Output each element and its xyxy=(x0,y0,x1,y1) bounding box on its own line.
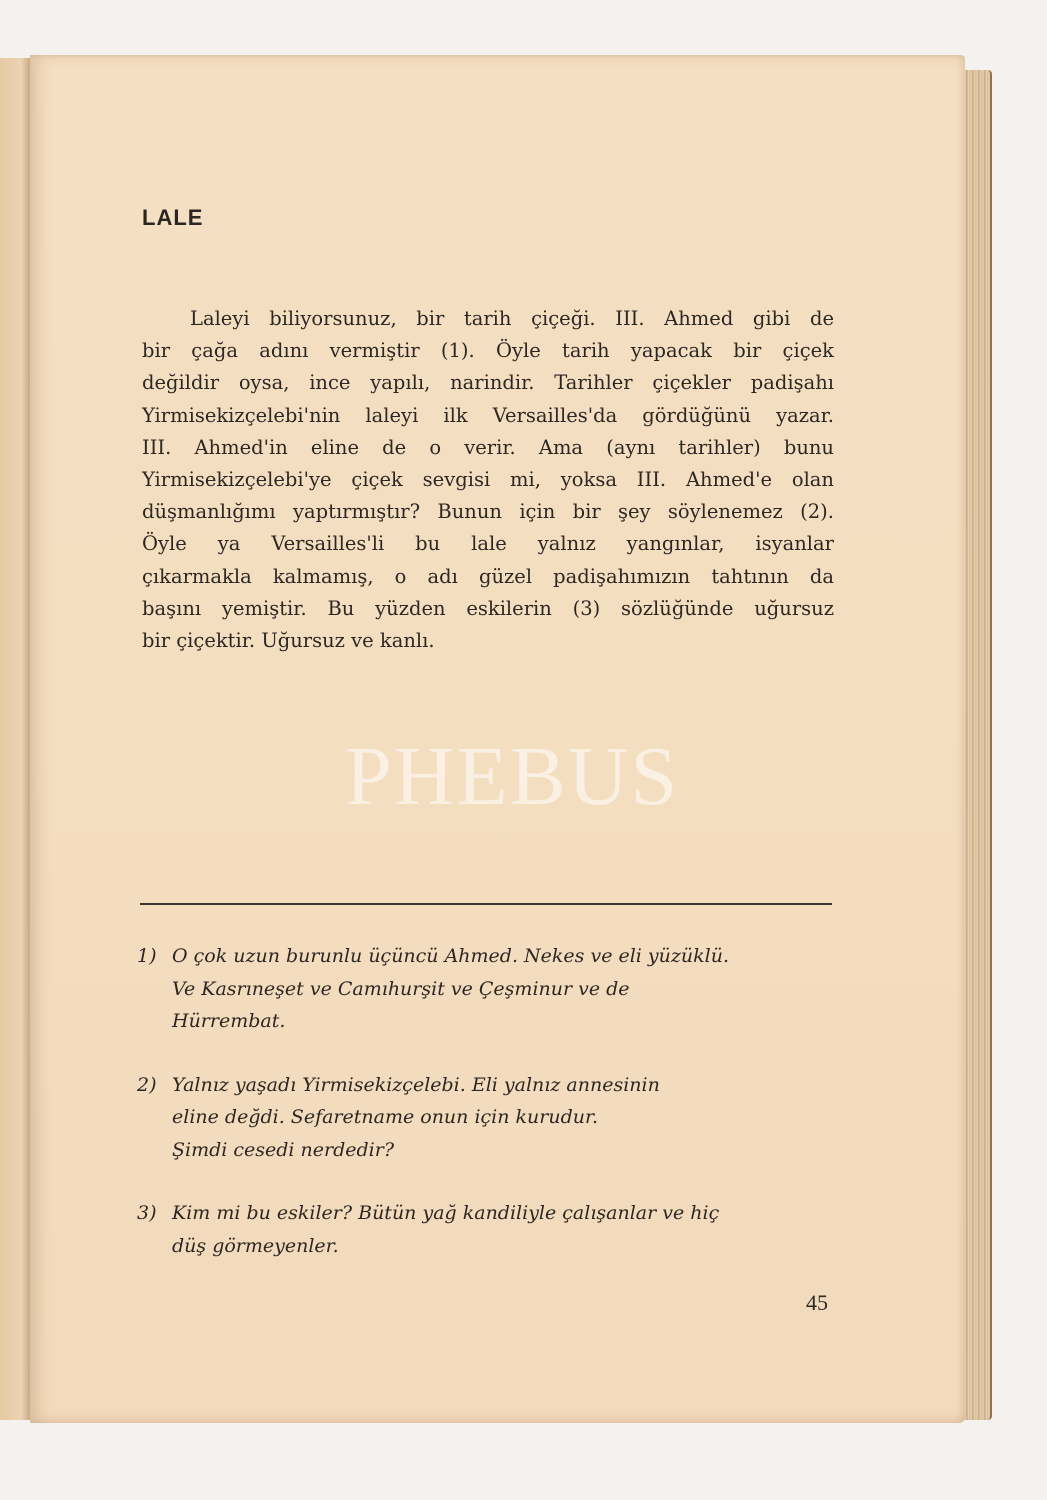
footnotes xyxy=(135,940,835,1293)
footnote-1 xyxy=(135,940,835,1038)
footnote-number: 1) xyxy=(137,945,157,967)
body-line: Yirmisekizçelebi'nin laleyi ilk Versailles'da gördüğünü yazar. xyxy=(142,403,834,427)
footnote-line: Hürrembat. xyxy=(172,1010,286,1032)
footnote-line: O çok uzun burunlu üçüncü Ahmed. Nekes ve eli yüzüklü. xyxy=(172,945,730,967)
footnote-2 xyxy=(135,1069,835,1167)
footnote-number: 2) xyxy=(137,1073,157,1096)
body-line: başını yemiştir. Bu yüzden eskilerin (3) sözlüğünde uğursuz xyxy=(142,596,834,620)
body-line: çıkarmakla kalmamış, o adı güzel padişahımızın tahtının da xyxy=(142,564,834,588)
body-text xyxy=(142,303,834,657)
body-line: Öyle ya Versailles'li bu lale yalnız yangınlar, isyanlar xyxy=(142,532,834,556)
page-title: LALE xyxy=(142,205,204,230)
footnote-line: Ve Kasrıneşet ve Camıhurşit ve Çeşminur ve de xyxy=(172,977,630,1000)
footnote-number: 3) xyxy=(137,1202,157,1224)
body-line: düşmanlığımı yaptırmıştır? Bunun için bir şey söylenemez (2). xyxy=(142,500,834,524)
footnote-line: Kim mi bu eskiler? Bütün yağ kandiliyle çalışanlar ve hiç xyxy=(172,1202,720,1224)
body-line: bir çiçektir. Uğursuz ve kanlı. xyxy=(142,629,435,653)
body-line: değildir oysa, ince yapılı, narindir. Tarihler çiçekler padişahı xyxy=(142,371,834,395)
body-line: Yirmisekizçelebi'ye çiçek sevgisi mi, yoksa III. Ahmed'e olan xyxy=(142,468,834,492)
left-page-edge xyxy=(0,58,32,1420)
watermark: PHEBUS xyxy=(345,730,680,823)
page-number: 45 xyxy=(806,1290,828,1315)
footnote-line: Yalnız yaşadı Yirmisekizçelebi. Eli yalnız annesinin xyxy=(172,1073,660,1096)
body-line: III. Ahmed'in eline de o verir. Ama (aynı tarihler) bunu xyxy=(142,435,834,459)
body-line: bir çağa adını vermiştir (1). Öyle tarih yapacak bir çiçek xyxy=(142,339,834,363)
footnote-line: eline değdi. Sefaretname onun için kurudur. xyxy=(172,1106,599,1128)
footnote-divider xyxy=(140,903,832,905)
footnote-line: Şimdi cesedi nerdedir? xyxy=(172,1138,395,1161)
body-line: Laleyi biliyorsunuz, bir tarih çiçeği. III. Ahmed gibi de xyxy=(190,307,834,330)
footnote-3 xyxy=(135,1197,835,1262)
footnote-line: düş görmeyenler. xyxy=(172,1234,339,1257)
